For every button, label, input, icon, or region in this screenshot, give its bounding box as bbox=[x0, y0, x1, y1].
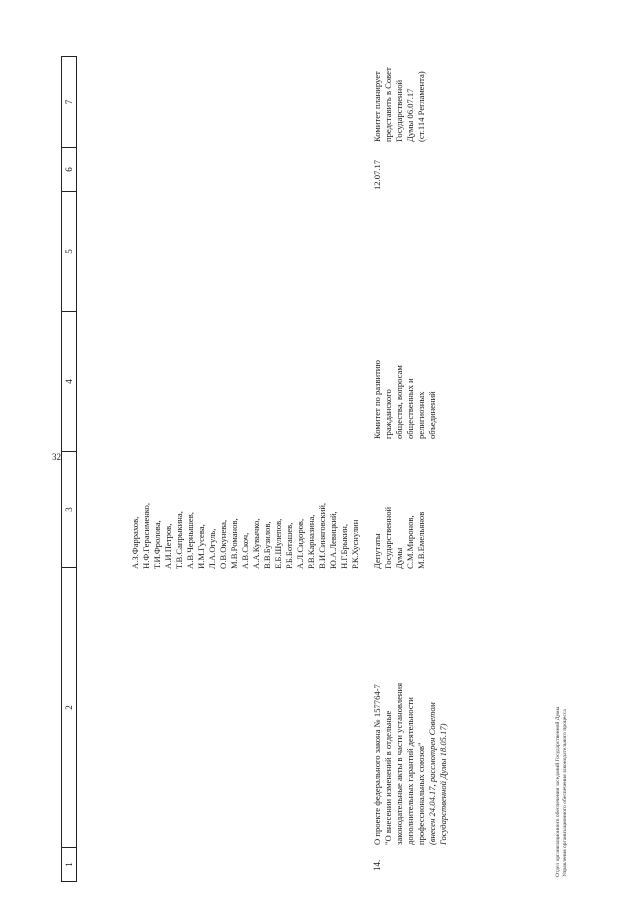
col-1-header: 1 bbox=[62, 847, 76, 881]
author-name: Ю.А.Левицкий, bbox=[328, 511, 338, 569]
authors-group-a bbox=[130, 453, 361, 569]
author-name: А.Л.Сидоров, bbox=[295, 518, 305, 569]
status-line: Государственной bbox=[394, 79, 404, 142]
author-line: Депутаты bbox=[372, 533, 382, 569]
author-name: Н.Ф.Герасименко, bbox=[141, 503, 151, 569]
committee-line: объединений bbox=[427, 391, 437, 439]
authors-group-b bbox=[372, 453, 427, 569]
author-line: С.М.Миронов, bbox=[405, 515, 415, 569]
footer-line: Управления организационного обеспечения законодательного процесса bbox=[562, 709, 568, 877]
author-name: А.И.Петров, bbox=[163, 523, 173, 569]
col-5-header: 5 bbox=[62, 191, 76, 311]
author-name: Р.Б.Боташев, bbox=[284, 522, 294, 569]
committee bbox=[372, 299, 438, 439]
bill-title-line: профессиональных союзов" bbox=[416, 742, 426, 845]
author-name: В.В.Бузилов, bbox=[262, 521, 272, 569]
col-7-header: 7 bbox=[64, 99, 74, 105]
bill-note-line: Государственной Думы 18.05.17) bbox=[438, 723, 448, 845]
col-4-header: 4 bbox=[62, 311, 76, 451]
author-name: И.М.Гусева, bbox=[196, 524, 206, 569]
author-line: Государственной bbox=[383, 506, 393, 569]
row-number: 14. bbox=[372, 859, 382, 871]
bill-note-line: (внесен 24.04.17, рассмотрен Советом bbox=[427, 702, 437, 845]
author-name: А.З.Фаррахов, bbox=[130, 516, 140, 569]
author-name: А.В.Чернышев, bbox=[185, 512, 195, 569]
author-line: Думы bbox=[394, 547, 404, 569]
committee-line: общества, вопросам bbox=[394, 365, 404, 439]
col-2-header: 2 bbox=[62, 567, 76, 847]
status-line: Комитет планирует bbox=[372, 71, 382, 142]
author-name: Н.Г.Брыкин, bbox=[339, 523, 349, 569]
author-name: О.В.Окунева, bbox=[218, 519, 228, 569]
rotated-page bbox=[50, 27, 610, 887]
bill-title-line: О проекте федерального закона № 157764-7 bbox=[372, 684, 382, 845]
author-name: Р.В.Карназина, bbox=[306, 514, 316, 569]
author-name: Е.Б.Шулепов, bbox=[273, 518, 283, 569]
author-name: А.В.Скоч, bbox=[240, 532, 250, 569]
page-number: 32 bbox=[52, 452, 61, 462]
author-name: Т.В.Сапрыкина, bbox=[174, 511, 184, 569]
committee-line: общественных и bbox=[405, 378, 415, 439]
author-name: М.В.Романов, bbox=[229, 518, 239, 569]
bill-title-line: законодательные акты в части установления bbox=[394, 682, 404, 845]
bill-title-line: дополнительных гарантий деятельности bbox=[405, 697, 415, 845]
status-line: (ст.114 Регламента) bbox=[416, 71, 426, 142]
committee-line: гражданского bbox=[383, 389, 393, 439]
author-name: Р.К.Хуснулин bbox=[350, 519, 360, 569]
author-name: А.А.Кувычко, bbox=[251, 518, 261, 569]
footer-line: Отдел организационного обеспечения заседаний Государственной Думы bbox=[555, 706, 561, 877]
status-line: представить в Совет bbox=[383, 67, 393, 142]
author-name: Т.И.Фролова, bbox=[152, 520, 162, 569]
bill-title-line: "О внесении изменений в отдельные bbox=[383, 710, 393, 845]
date: 12.07.17 bbox=[372, 159, 382, 190]
col-3-header: 3 bbox=[62, 451, 76, 567]
bill-title bbox=[372, 575, 449, 845]
status bbox=[372, 32, 427, 142]
author-name: В.И.Синяговский, bbox=[317, 502, 327, 569]
table-header bbox=[61, 56, 77, 882]
author-line: М.В.Емельянов bbox=[416, 511, 426, 569]
status-line: Думы 06.07.17 bbox=[405, 88, 415, 142]
footer bbox=[555, 707, 569, 877]
author-name: Л.А.Огуль, bbox=[207, 528, 217, 569]
committee-line: Комитет по развитию bbox=[372, 360, 382, 439]
col-6-header: 6 bbox=[62, 147, 76, 191]
committee-line: религиозных bbox=[416, 391, 426, 439]
